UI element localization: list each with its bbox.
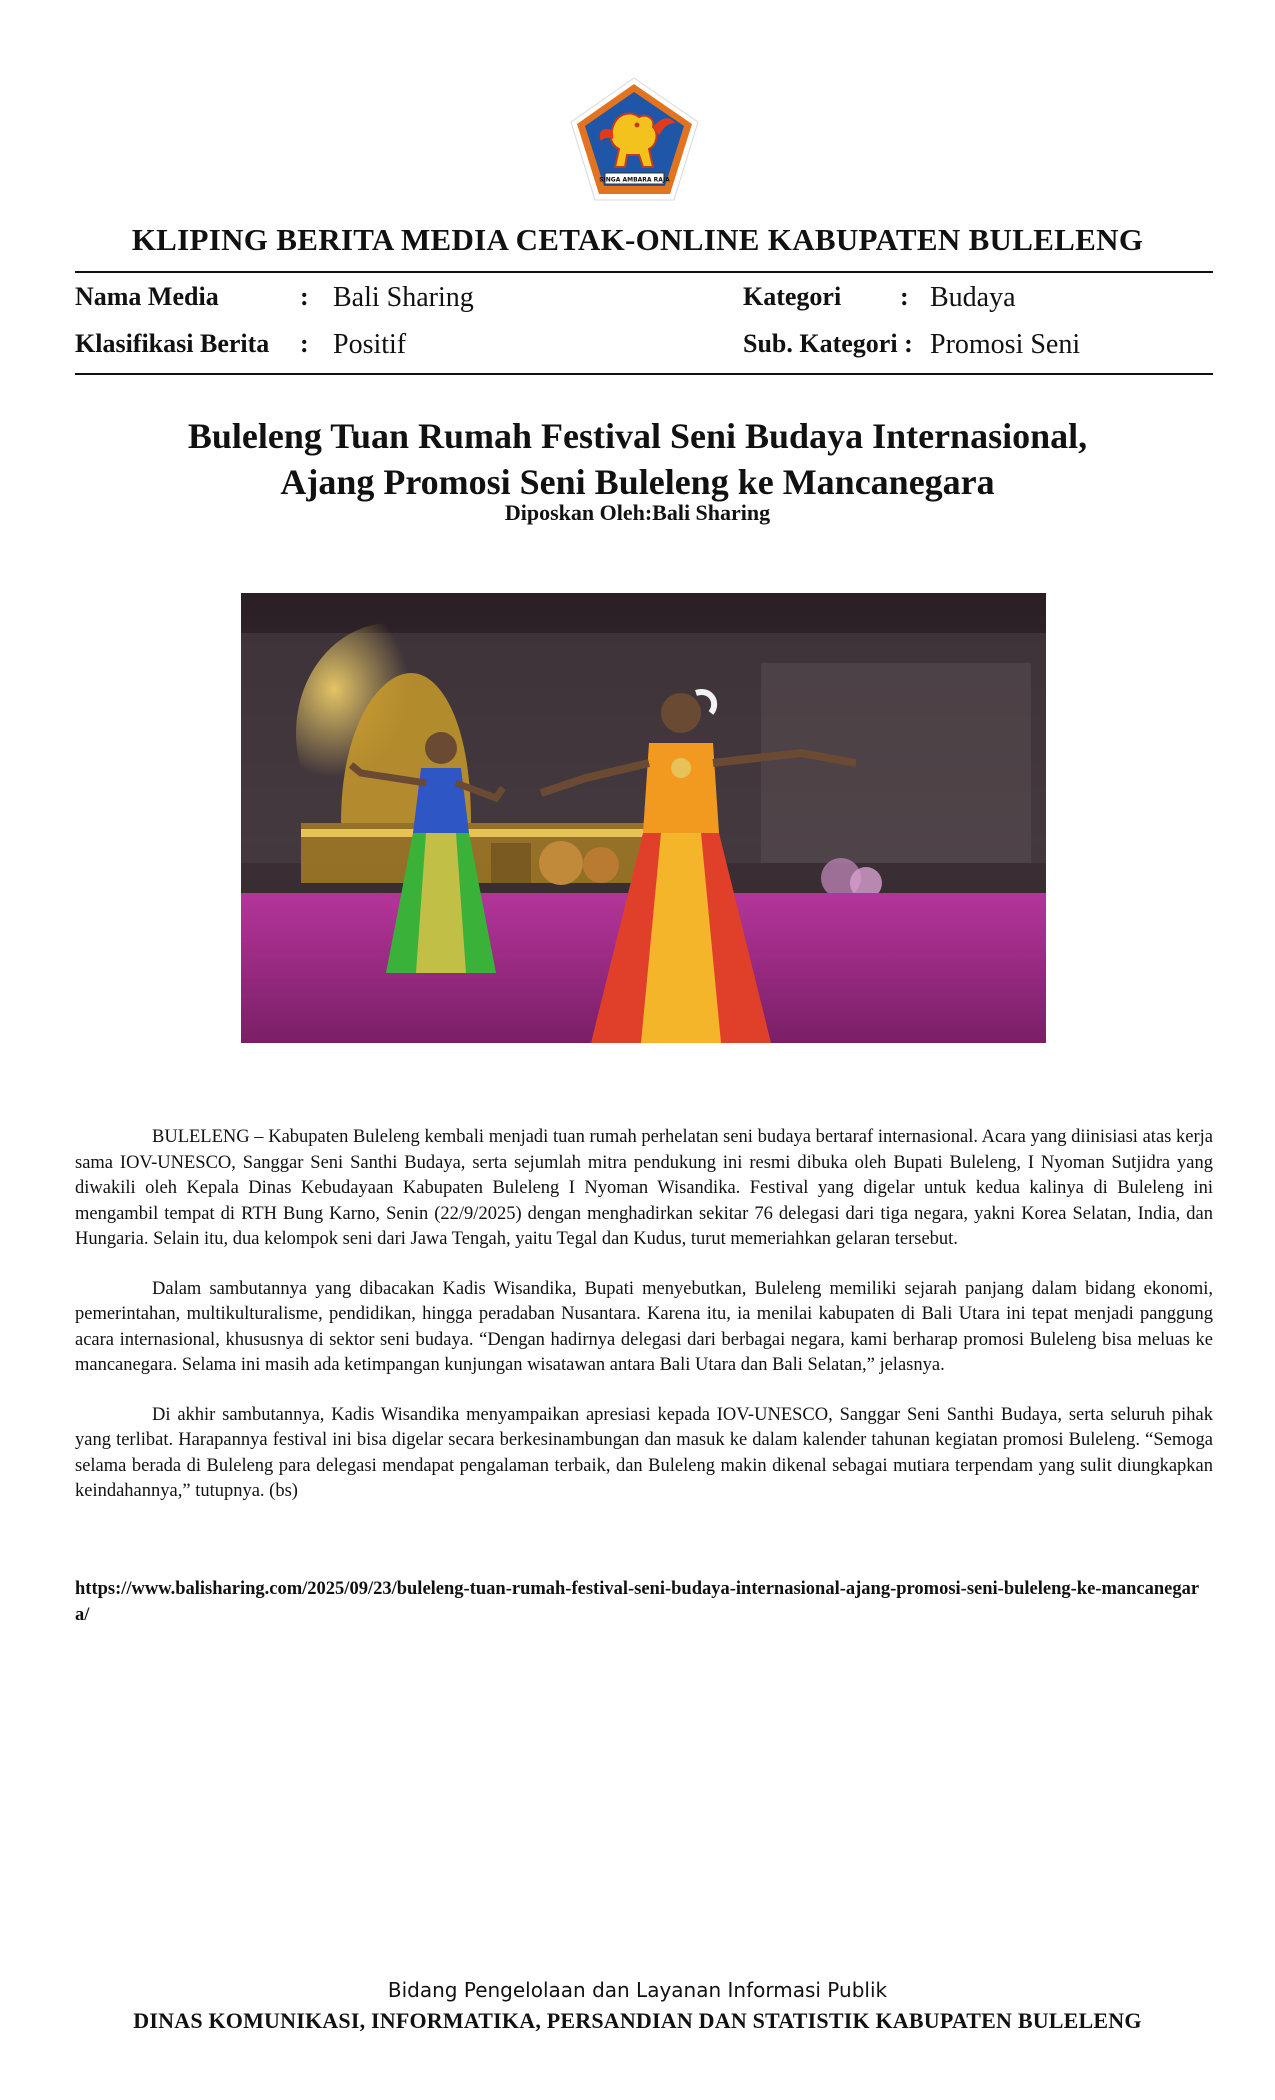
sub-kategori-label: Sub. Kategori : bbox=[743, 329, 913, 358]
klasifikasi-label: Klasifikasi Berita bbox=[75, 329, 270, 358]
article-paragraph: Di akhir sambutannya, Kadis Wisandika menyampaikan apresiasi kepada IOV-UNESCO, Sanggar Seni Santhi Budaya, serta seluruh pihak yang terlibat. Harapannya festival ini bisa digelar secara berkesinambungan dan masuk ke dalam kalender tahunan kegiatan promosi Buleleng. “Semoga selama berada di Buleleng para delegasi mendapat pengalaman terbaik, dan Buleleng makin dikenal sebagai mutiara terpendam yang sulit diungkapkan keindahannya,” tutupnya. (bs) bbox=[75, 1404, 1213, 1501]
sub-kategori-value: Promosi Seni bbox=[930, 329, 1081, 360]
klasifikasi-value: Positif bbox=[333, 329, 407, 360]
kliping-title: KLIPING BERITA MEDIA CETAK-ONLINE KABUPATEN BULELENG bbox=[131, 222, 1144, 257]
article-title-line-1: Buleleng Tuan Rumah Festival Seni Budaya Internasional, bbox=[187, 416, 1088, 456]
meta-row-klasifikasi bbox=[75, 329, 1213, 369]
article-title-line-2: Ajang Promosi Seni Buleleng ke Mancanegara bbox=[280, 462, 995, 502]
singa-ambara-raja-crest-icon bbox=[567, 75, 702, 203]
nama-media-separator: : bbox=[300, 282, 309, 311]
article-paragraph: BULELENG – Kabupaten Buleleng kembali menjadi tuan rumah perhelatan seni budaya bertaraf internasional. Acara yang diinisiasi atas kerja sama IOV-UNESCO, Sanggar Seni Santhi Budaya, serta sejumlah mitra pendukung ini resmi dibuka oleh Bupati Buleleng, I Nyoman Sutjidra yang diwakili oleh Kepala Dinas Kebudayaan Kabupaten Buleleng I Nyoman Wisandika. Festival yang digelar untuk kedua kalinya di Buleleng ini mengambil tempat di RTH Bung Karno, Senin (22/9/2025) dengan menghadirkan sekitar 76 delegasi dari tiga negara, yakni Korea Selatan, India, dan Hungaria. Selain itu, dua kelompok seni dari Jawa Tengah, yaitu Tegal dan Kudus, turut memeriahkan gelaran tersebut. bbox=[75, 1127, 1213, 1249]
article-paragraph: Dalam sambutannya yang dibacakan Kadis Wisandika, Bupati menyebutkan, Buleleng memiliki sejarah panjang dalam bidang ekonomi, pemerintahan, multikulturalisme, pendidikan, hingga peradaban Nusantara. Karena itu, ia menilai kabupaten di Bali Utara ini tepat menjadi panggung acara internasional, khususnya di sektor seni budaya. “Dengan hadirnya delegasi dari berbagai negara, kami berharap promosi Buleleng bisa meluas ke mancanegara. Selama ini masih ada ketimpangan kunjungan wisatawan antara Bali Utara dan Bali Selatan,” jelasnya. bbox=[75, 1278, 1213, 1375]
meta-row-media bbox=[75, 282, 1213, 322]
kategori-value: Budaya bbox=[930, 282, 1016, 313]
footer-unit: Bidang Pengelolaan dan Layanan Informasi Publik bbox=[387, 1978, 888, 2002]
header-rule-bottom bbox=[75, 373, 1213, 375]
article-title bbox=[0, 413, 1275, 505]
header-rule-top bbox=[75, 271, 1213, 273]
article-body bbox=[75, 1125, 1213, 1529]
dancers-photo bbox=[241, 593, 1046, 1043]
nama-media-value: Bali Sharing bbox=[333, 282, 474, 313]
klasifikasi-separator: : bbox=[300, 329, 309, 358]
kategori-label: Kategori bbox=[743, 282, 842, 311]
kategori-separator: : bbox=[900, 282, 909, 311]
nama-media-label: Nama Media bbox=[75, 282, 219, 311]
crest-motto: SINGA AMBARA RAJA bbox=[599, 176, 670, 184]
article-byline: Diposkan Oleh:Bali Sharing bbox=[504, 500, 771, 525]
footer-agency: DINAS KOMUNIKASI, INFORMATIKA, PERSANDIAN DAN STATISTIK KABUPATEN BULELENG bbox=[133, 2008, 1142, 2033]
source-link[interactable]: https://www.balisharing.com/2025/09/23/buleleng-tuan-rumah-festival-seni-budaya-internasional-ajang-promosi-seni-buleleng-ke-mancanegara/ bbox=[75, 1579, 1200, 1625]
